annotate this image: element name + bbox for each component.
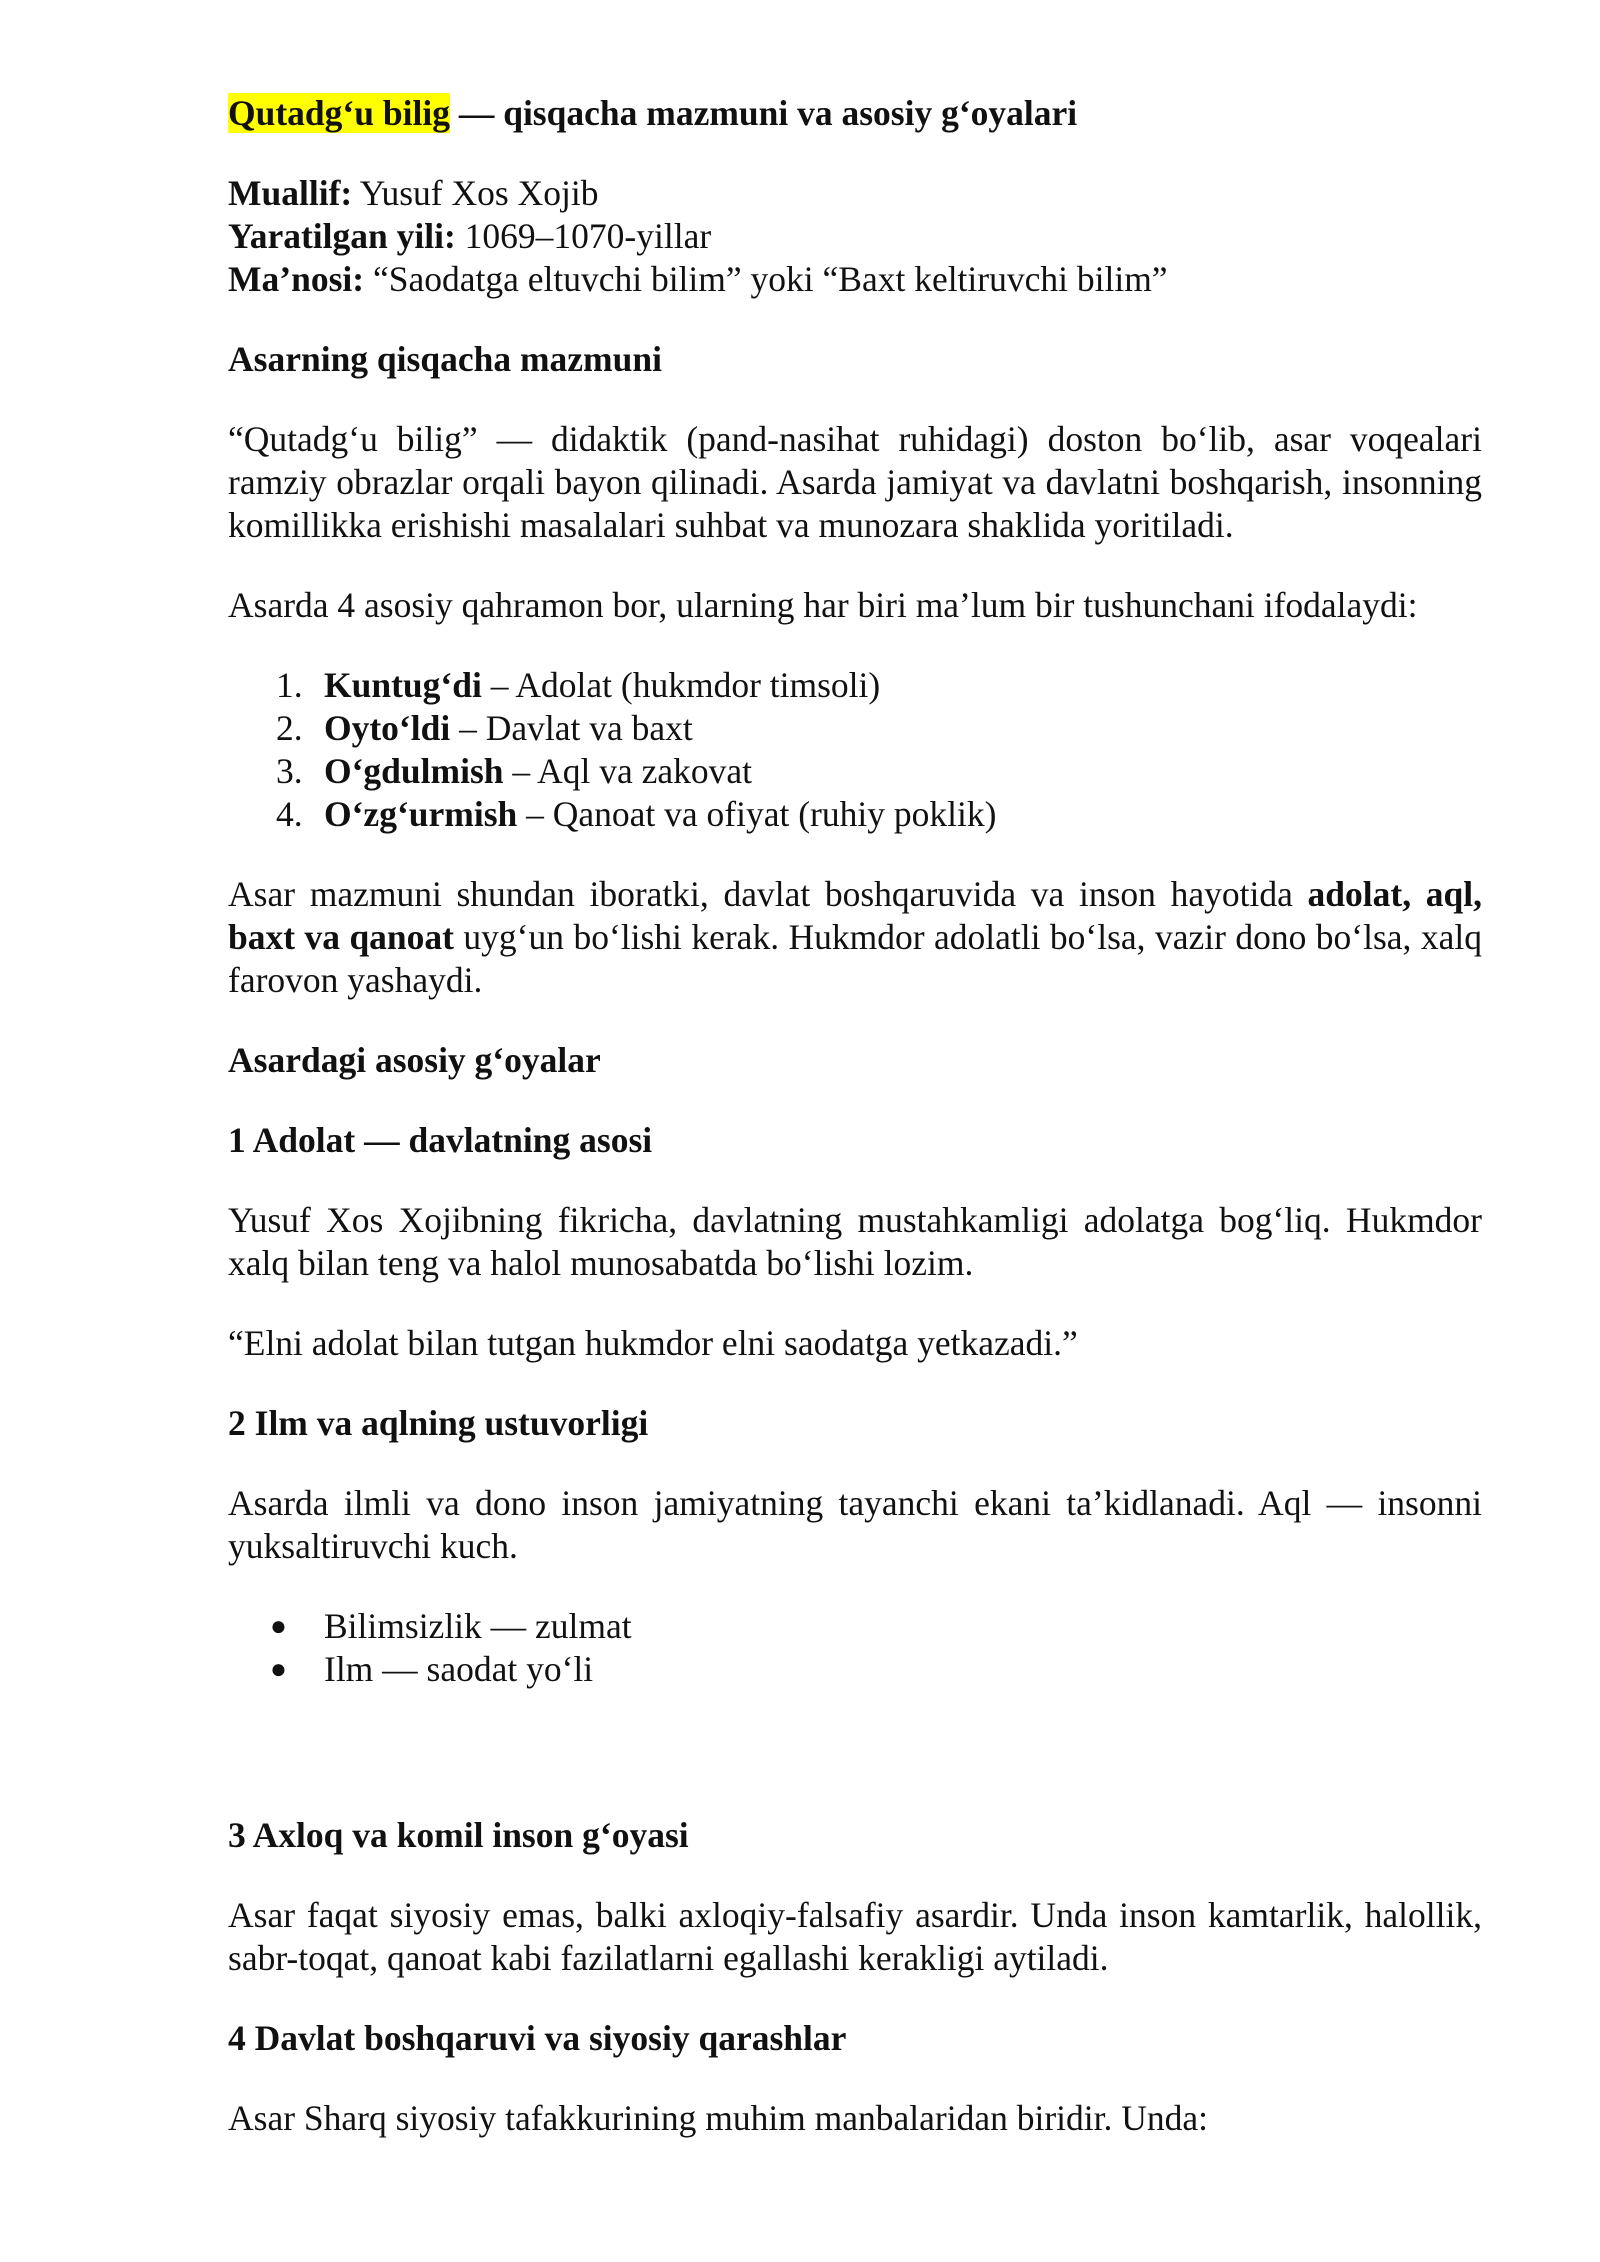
meta-value: Yusuf Xos Xojib bbox=[352, 173, 599, 213]
paragraph-text: Asar mazmuni shundan iboratki, davlat boshqaruvida va inson hayotida bbox=[228, 874, 1308, 914]
list-number: 1. bbox=[276, 665, 303, 705]
hero-name: O‘gdulmish bbox=[324, 751, 504, 791]
hero-name: Kuntug‘di bbox=[324, 665, 482, 705]
meta-label: Yaratilgan yili: bbox=[228, 216, 456, 256]
hero-desc: – Qanoat va ofiyat (ruhiy poklik) bbox=[517, 794, 997, 834]
list-item bbox=[228, 750, 1482, 793]
hero-name: Oyto‘ldi bbox=[324, 708, 451, 748]
idea-paragraph-4: Asar Sharq siyosiy tafakkurining muhim manbalaridan biridir. Unda: bbox=[228, 2098, 1209, 2138]
list-number: 2. bbox=[276, 708, 303, 748]
idea-paragraph-3: Asar faqat siyosiy emas, balki axloqiy-falsafiy asardir. Unda inson kamtarlik, halollik, sabr-toqat, qanoat kabi fazilatlarni egallashi kerakligi aytiladi. bbox=[228, 1895, 1482, 1978]
hero-desc: – Adolat (hukmdor timsoli) bbox=[481, 665, 881, 705]
list-number: 4. bbox=[276, 794, 303, 834]
heroes-list bbox=[228, 664, 1482, 836]
hero-desc: – Davlat va baxt bbox=[450, 708, 693, 748]
blank-space bbox=[228, 1728, 1482, 1814]
list-item bbox=[228, 1648, 1482, 1691]
title-rest: — qisqacha mazmuni va asosiy g‘oyalari bbox=[449, 93, 1078, 133]
paragraph-bold-text: adolat, aql, baxt va qanoat bbox=[228, 874, 1482, 957]
list-item bbox=[228, 1605, 1482, 1648]
list-item bbox=[228, 793, 1482, 836]
section-heading-ideas: Asardagi asosiy g‘oyalar bbox=[228, 1040, 601, 1080]
idea-heading-2: 2 Ilm va aqlning ustuvorligi bbox=[228, 1403, 649, 1443]
meta-label: Muallif: bbox=[228, 173, 353, 213]
summary-paragraph-3 bbox=[228, 873, 1482, 1002]
idea-paragraph-2: Asarda ilmli va dono inson jamiyatning tayanchi ekani ta’kidlanadi. Aql — insonni yuksaltiruvchi kuch. bbox=[228, 1483, 1482, 1566]
idea-quote-1: “Elni adolat bilan tutgan hukmdor elni saodatga yetkazadi.” bbox=[228, 1323, 1078, 1363]
meta-author bbox=[228, 172, 1482, 215]
section-heading-summary: Asarning qisqacha mazmuni bbox=[228, 339, 662, 379]
meta-block bbox=[228, 172, 1482, 301]
hero-name: O‘zg‘urmish bbox=[324, 794, 518, 834]
document-title bbox=[228, 92, 1482, 135]
meta-value: “Saodatga eltuvchi bilim” yoki “Baxt keltiruvchi bilim” bbox=[364, 259, 1168, 299]
summary-paragraph-2: Asarda 4 asosiy qahramon bor, ularning har biri ma’lum bir tushunchani ifodalaydi: bbox=[228, 585, 1418, 625]
idea-heading-3: 3 Axloq va komil inson g‘oyasi bbox=[228, 1815, 689, 1855]
paragraph-text: uyg‘un bo‘lishi kerak. Hukmdor adolatli bo‘lsa, vazir dono bo‘lsa, xalq farovon yashaydi. bbox=[228, 917, 1482, 1000]
bullet-text: Ilm — saodat yo‘li bbox=[324, 1649, 594, 1689]
list-item bbox=[228, 707, 1482, 750]
meta-year bbox=[228, 215, 1482, 258]
bullet-icon: ● bbox=[270, 1654, 287, 1685]
bullet-text: Bilimsizlik — zulmat bbox=[324, 1606, 632, 1646]
idea-paragraph-1: Yusuf Xos Xojibning fikricha, davlatning mustahkamligi adolatga bog‘liq. Hukmdor xalq bilan teng va halol munosabatda bo‘lishi lozim. bbox=[228, 1200, 1482, 1283]
meta-label: Ma’nosi: bbox=[228, 259, 365, 299]
list-item bbox=[228, 664, 1482, 707]
meta-meaning bbox=[228, 258, 1482, 301]
document-content bbox=[228, 92, 1482, 2177]
list-number: 3. bbox=[276, 751, 303, 791]
idea-heading-4: 4 Davlat boshqaruvi va siyosiy qarashlar bbox=[228, 2018, 847, 2058]
idea2-bullet-list bbox=[228, 1605, 1482, 1691]
meta-value: 1069–1070-yillar bbox=[455, 216, 712, 256]
bullet-icon: ● bbox=[270, 1611, 287, 1642]
title-highlight: Qutadg‘u bilig bbox=[228, 93, 450, 133]
idea-heading-1: 1 Adolat — davlatning asosi bbox=[228, 1120, 653, 1160]
summary-paragraph-1: “Qutadg‘u bilig” — didaktik (pand-nasihat ruhidagi) doston bo‘lib, asar voqealari ramziy obrazlar orqali bayon qilinadi. Asarda jamiyat va davlatni boshqarish, insonning komillikka erishishi masalalari suhbat va munozara shaklida yoritiladi. bbox=[228, 419, 1482, 545]
hero-desc: – Aql va zakovat bbox=[503, 751, 752, 791]
